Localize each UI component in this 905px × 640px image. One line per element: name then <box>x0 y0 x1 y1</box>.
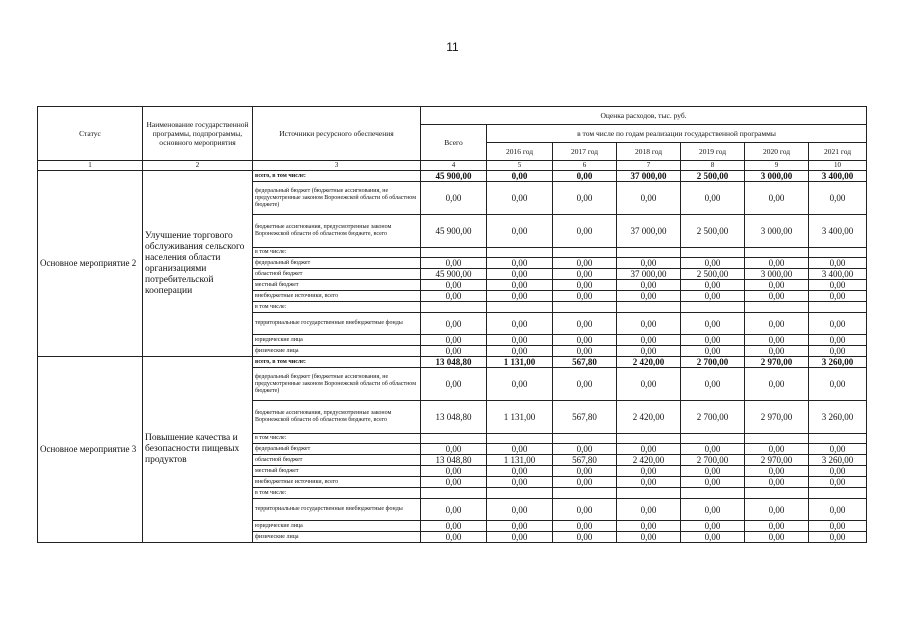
year-value-cell: 3 400,00 <box>809 269 867 280</box>
year-value-cell: 3 000,00 <box>745 171 809 182</box>
year-value-cell: 0,00 <box>617 444 681 455</box>
year-value-cell: 0,00 <box>553 521 617 532</box>
year-value-cell <box>745 488 809 499</box>
year-value-cell <box>553 488 617 499</box>
funding-source-cell: областной бюджет <box>253 269 421 280</box>
year-value-cell <box>487 488 553 499</box>
column-index: 10 <box>809 161 867 171</box>
year-value-cell: 0,00 <box>487 215 553 248</box>
year-value-cell: 0,00 <box>487 532 553 543</box>
year-value-cell: 0,00 <box>681 280 745 291</box>
year-value-cell: 2 500,00 <box>681 171 745 182</box>
year-value-cell: 0,00 <box>681 346 745 357</box>
year-value-cell: 2 700,00 <box>681 357 745 368</box>
year-value-cell: 0,00 <box>617 258 681 269</box>
funding-source-cell: местный бюджет <box>253 280 421 291</box>
funding-source-cell: в том числе: <box>253 488 421 499</box>
total-value-cell: 0,00 <box>421 466 487 477</box>
year-value-cell: 3 260,00 <box>809 357 867 368</box>
year-value-cell: 0,00 <box>553 258 617 269</box>
year-value-cell: 567,80 <box>553 401 617 434</box>
year-value-cell: 0,00 <box>681 313 745 335</box>
total-value-cell: 0,00 <box>421 499 487 521</box>
year-value-cell: 0,00 <box>681 532 745 543</box>
header-year: 2019 год <box>681 143 745 161</box>
year-value-cell: 0,00 <box>809 335 867 346</box>
column-index: 4 <box>421 161 487 171</box>
year-value-cell: 0,00 <box>553 215 617 248</box>
year-value-cell <box>487 302 553 313</box>
funding-source-cell: всего, в том числе: <box>253 357 421 368</box>
year-value-cell: 0,00 <box>617 346 681 357</box>
funding-source-cell: юридические лица <box>253 521 421 532</box>
year-value-cell: 2 420,00 <box>617 455 681 466</box>
total-value-cell: 0,00 <box>421 346 487 357</box>
table-row <box>38 357 867 368</box>
year-value-cell: 0,00 <box>745 521 809 532</box>
year-value-cell: 3 000,00 <box>745 215 809 248</box>
year-value-cell: 0,00 <box>487 466 553 477</box>
funding-source-cell: областной бюджет <box>253 455 421 466</box>
header-year: 2016 год <box>487 143 553 161</box>
year-value-cell <box>553 434 617 444</box>
year-value-cell: 0,00 <box>809 521 867 532</box>
year-value-cell: 0,00 <box>487 291 553 302</box>
total-value-cell: 45 900,00 <box>421 215 487 248</box>
year-value-cell: 0,00 <box>617 521 681 532</box>
funding-source-cell: физические лица <box>253 532 421 543</box>
year-value-cell <box>809 248 867 258</box>
funding-source-cell: федеральный бюджет <box>253 444 421 455</box>
measure-name-cell: Повышение качества и безопасности пищевых продуктов <box>143 357 253 543</box>
total-value-cell <box>421 434 487 444</box>
total-value-cell: 13 048,80 <box>421 401 487 434</box>
year-value-cell: 0,00 <box>553 171 617 182</box>
funding-source-cell: в том числе: <box>253 434 421 444</box>
year-value-cell: 0,00 <box>617 335 681 346</box>
funding-source-cell: федеральный бюджет <box>253 258 421 269</box>
funding-source-cell: территориальные государственные внебюджетные фонды <box>253 499 421 521</box>
year-value-cell: 567,80 <box>553 357 617 368</box>
total-value-cell: 45 900,00 <box>421 269 487 280</box>
year-value-cell: 0,00 <box>681 291 745 302</box>
year-value-cell <box>745 302 809 313</box>
total-value-cell: 13 048,80 <box>421 357 487 368</box>
total-value-cell: 45 900,00 <box>421 171 487 182</box>
funding-source-cell: бюджетные ассигнования, предусмотренные законом Воронежской области об областном бюджете, всего <box>253 401 421 434</box>
status-cell: Основное мероприятие 2 <box>38 171 143 357</box>
total-value-cell: 0,00 <box>421 335 487 346</box>
funding-source-cell: в том числе: <box>253 302 421 313</box>
year-value-cell: 0,00 <box>553 313 617 335</box>
year-value-cell: 0,00 <box>487 258 553 269</box>
year-value-cell: 0,00 <box>553 532 617 543</box>
year-value-cell <box>553 302 617 313</box>
year-value-cell <box>745 248 809 258</box>
year-value-cell <box>681 434 745 444</box>
year-value-cell: 0,00 <box>745 532 809 543</box>
year-value-cell: 0,00 <box>553 280 617 291</box>
total-value-cell <box>421 248 487 258</box>
funding-source-cell: в том числе: <box>253 248 421 258</box>
year-value-cell: 37 000,00 <box>617 171 681 182</box>
year-value-cell <box>809 488 867 499</box>
total-value-cell: 0,00 <box>421 368 487 401</box>
year-value-cell: 0,00 <box>617 182 681 215</box>
year-value-cell <box>617 248 681 258</box>
total-value-cell: 13 048,80 <box>421 455 487 466</box>
year-value-cell: 0,00 <box>553 182 617 215</box>
year-value-cell: 1 131,00 <box>487 357 553 368</box>
year-value-cell <box>553 248 617 258</box>
year-value-cell: 0,00 <box>553 368 617 401</box>
year-value-cell: 0,00 <box>487 368 553 401</box>
year-value-cell <box>681 488 745 499</box>
total-value-cell: 0,00 <box>421 477 487 488</box>
year-value-cell: 0,00 <box>745 291 809 302</box>
year-value-cell: 0,00 <box>681 368 745 401</box>
year-value-cell: 0,00 <box>553 346 617 357</box>
year-value-cell: 0,00 <box>809 182 867 215</box>
year-value-cell: 0,00 <box>553 499 617 521</box>
header-year: 2017 год <box>553 143 617 161</box>
year-value-cell: 0,00 <box>617 291 681 302</box>
year-value-cell: 0,00 <box>487 171 553 182</box>
year-value-cell: 0,00 <box>487 477 553 488</box>
year-value-cell: 0,00 <box>809 368 867 401</box>
year-value-cell: 0,00 <box>809 280 867 291</box>
year-value-cell: 2 700,00 <box>681 401 745 434</box>
funding-source-cell: всего, в том числе: <box>253 171 421 182</box>
column-index: 1 <box>38 161 143 171</box>
year-value-cell: 3 400,00 <box>809 215 867 248</box>
year-value-cell: 2 420,00 <box>617 401 681 434</box>
year-value-cell: 0,00 <box>487 280 553 291</box>
year-value-cell <box>809 434 867 444</box>
year-value-cell: 0,00 <box>553 477 617 488</box>
year-value-cell: 0,00 <box>617 532 681 543</box>
year-value-cell: 0,00 <box>487 521 553 532</box>
year-value-cell: 0,00 <box>617 368 681 401</box>
year-value-cell: 0,00 <box>745 499 809 521</box>
total-value-cell: 0,00 <box>421 291 487 302</box>
column-index: 2 <box>143 161 253 171</box>
year-value-cell: 3 260,00 <box>809 455 867 466</box>
year-value-cell: 0,00 <box>745 346 809 357</box>
year-value-cell: 0,00 <box>617 477 681 488</box>
total-value-cell: 0,00 <box>421 258 487 269</box>
year-value-cell <box>487 248 553 258</box>
funding-source-cell: федеральный бюджет (бюджетные ассигнования, не предусмотренные законом Воронежской области об областном бюджете) <box>253 182 421 215</box>
year-value-cell: 0,00 <box>553 269 617 280</box>
year-value-cell: 0,00 <box>681 444 745 455</box>
total-value-cell: 0,00 <box>421 313 487 335</box>
year-value-cell: 0,00 <box>745 280 809 291</box>
year-value-cell: 3 400,00 <box>809 171 867 182</box>
year-value-cell: 2 970,00 <box>745 401 809 434</box>
header-estimate: Оценка расходов, тыс. руб. <box>421 107 867 125</box>
year-value-cell: 0,00 <box>809 466 867 477</box>
funding-source-cell: бюджетные ассигнования, предусмотренные законом Воронежской области об областном бюджете, всего <box>253 215 421 248</box>
year-value-cell: 0,00 <box>553 335 617 346</box>
year-value-cell: 2 970,00 <box>745 455 809 466</box>
column-index: 8 <box>681 161 745 171</box>
year-value-cell: 1 131,00 <box>487 401 553 434</box>
year-value-cell: 0,00 <box>553 444 617 455</box>
status-cell: Основное мероприятие 3 <box>38 357 143 543</box>
year-value-cell: 0,00 <box>681 182 745 215</box>
funding-source-cell: местный бюджет <box>253 466 421 477</box>
year-value-cell: 1 131,00 <box>487 455 553 466</box>
year-value-cell: 0,00 <box>681 335 745 346</box>
total-value-cell: 0,00 <box>421 182 487 215</box>
header-name: Наименование государственной программы, подпрограммы, основного мероприятия <box>143 107 253 161</box>
year-value-cell: 0,00 <box>809 313 867 335</box>
column-index: 6 <box>553 161 617 171</box>
funding-source-cell: физические лица <box>253 346 421 357</box>
year-value-cell: 0,00 <box>745 182 809 215</box>
total-value-cell: 0,00 <box>421 532 487 543</box>
year-value-cell <box>617 302 681 313</box>
year-value-cell <box>617 434 681 444</box>
total-value-cell: 0,00 <box>421 444 487 455</box>
total-value-cell <box>421 302 487 313</box>
year-value-cell: 0,00 <box>681 466 745 477</box>
year-value-cell: 0,00 <box>681 477 745 488</box>
table-row <box>38 171 867 182</box>
year-value-cell: 2 420,00 <box>617 357 681 368</box>
year-value-cell: 0,00 <box>617 499 681 521</box>
year-value-cell: 0,00 <box>553 291 617 302</box>
year-value-cell: 0,00 <box>487 269 553 280</box>
year-value-cell: 2 970,00 <box>745 357 809 368</box>
year-value-cell: 0,00 <box>745 444 809 455</box>
column-index: 5 <box>487 161 553 171</box>
header-year: 2018 год <box>617 143 681 161</box>
total-value-cell: 0,00 <box>421 280 487 291</box>
year-value-cell: 0,00 <box>617 280 681 291</box>
total-value-cell: 0,00 <box>421 521 487 532</box>
year-value-cell: 0,00 <box>809 477 867 488</box>
header-year: 2021 год <box>809 143 867 161</box>
year-value-cell: 0,00 <box>745 313 809 335</box>
year-value-cell: 0,00 <box>809 532 867 543</box>
year-value-cell: 0,00 <box>487 499 553 521</box>
year-value-cell: 0,00 <box>487 444 553 455</box>
funding-source-cell: внебюджетные источники, всего <box>253 477 421 488</box>
year-value-cell: 0,00 <box>617 466 681 477</box>
year-value-cell: 0,00 <box>745 368 809 401</box>
year-value-cell: 0,00 <box>681 499 745 521</box>
header-status: Статус <box>38 107 143 161</box>
year-value-cell <box>745 434 809 444</box>
year-value-cell <box>681 302 745 313</box>
year-value-cell: 0,00 <box>553 466 617 477</box>
funding-source-cell: юридические лица <box>253 335 421 346</box>
year-value-cell: 0,00 <box>809 499 867 521</box>
header-sources: Источники ресурсного обеспечения <box>253 107 421 161</box>
year-value-cell: 2 700,00 <box>681 455 745 466</box>
year-value-cell: 0,00 <box>681 258 745 269</box>
year-value-cell: 0,00 <box>809 444 867 455</box>
year-value-cell: 0,00 <box>487 313 553 335</box>
year-value-cell: 0,00 <box>487 346 553 357</box>
column-index: 3 <box>253 161 421 171</box>
year-value-cell: 0,00 <box>745 335 809 346</box>
year-value-cell: 3 260,00 <box>809 401 867 434</box>
year-value-cell: 0,00 <box>487 335 553 346</box>
year-value-cell: 37 000,00 <box>617 215 681 248</box>
year-value-cell: 2 500,00 <box>681 215 745 248</box>
funding-source-cell: внебюджетные источники, всего <box>253 291 421 302</box>
year-value-cell: 567,80 <box>553 455 617 466</box>
year-value-cell: 0,00 <box>487 182 553 215</box>
funding-source-cell: федеральный бюджет (бюджетные ассигнования, не предусмотренные законом Воронежской области об областном бюджете) <box>253 368 421 401</box>
budget-table <box>37 106 867 543</box>
page-number: 11 <box>446 40 459 54</box>
year-value-cell: 0,00 <box>745 477 809 488</box>
year-value-cell <box>617 488 681 499</box>
year-value-cell: 2 500,00 <box>681 269 745 280</box>
year-value-cell: 37 000,00 <box>617 269 681 280</box>
year-value-cell <box>809 302 867 313</box>
year-value-cell: 0,00 <box>809 291 867 302</box>
column-index: 7 <box>617 161 681 171</box>
total-value-cell <box>421 488 487 499</box>
year-value-cell: 0,00 <box>745 466 809 477</box>
column-index: 9 <box>745 161 809 171</box>
year-value-cell: 0,00 <box>681 521 745 532</box>
year-value-cell: 0,00 <box>745 258 809 269</box>
year-value-cell <box>487 434 553 444</box>
header-year: 2020 год <box>745 143 809 161</box>
year-value-cell: 0,00 <box>809 258 867 269</box>
year-value-cell: 0,00 <box>617 313 681 335</box>
year-value-cell: 0,00 <box>809 346 867 357</box>
header-total: Всего <box>421 125 487 161</box>
header-by-year: в том числе по годам реализации государственной программы <box>487 125 867 143</box>
measure-name-cell: Улучшение торгового обслуживания сельского населения области организациями потребительской кооперации <box>143 171 253 357</box>
year-value-cell <box>681 248 745 258</box>
year-value-cell: 3 000,00 <box>745 269 809 280</box>
funding-source-cell: территориальные государственные внебюджетные фонды <box>253 313 421 335</box>
